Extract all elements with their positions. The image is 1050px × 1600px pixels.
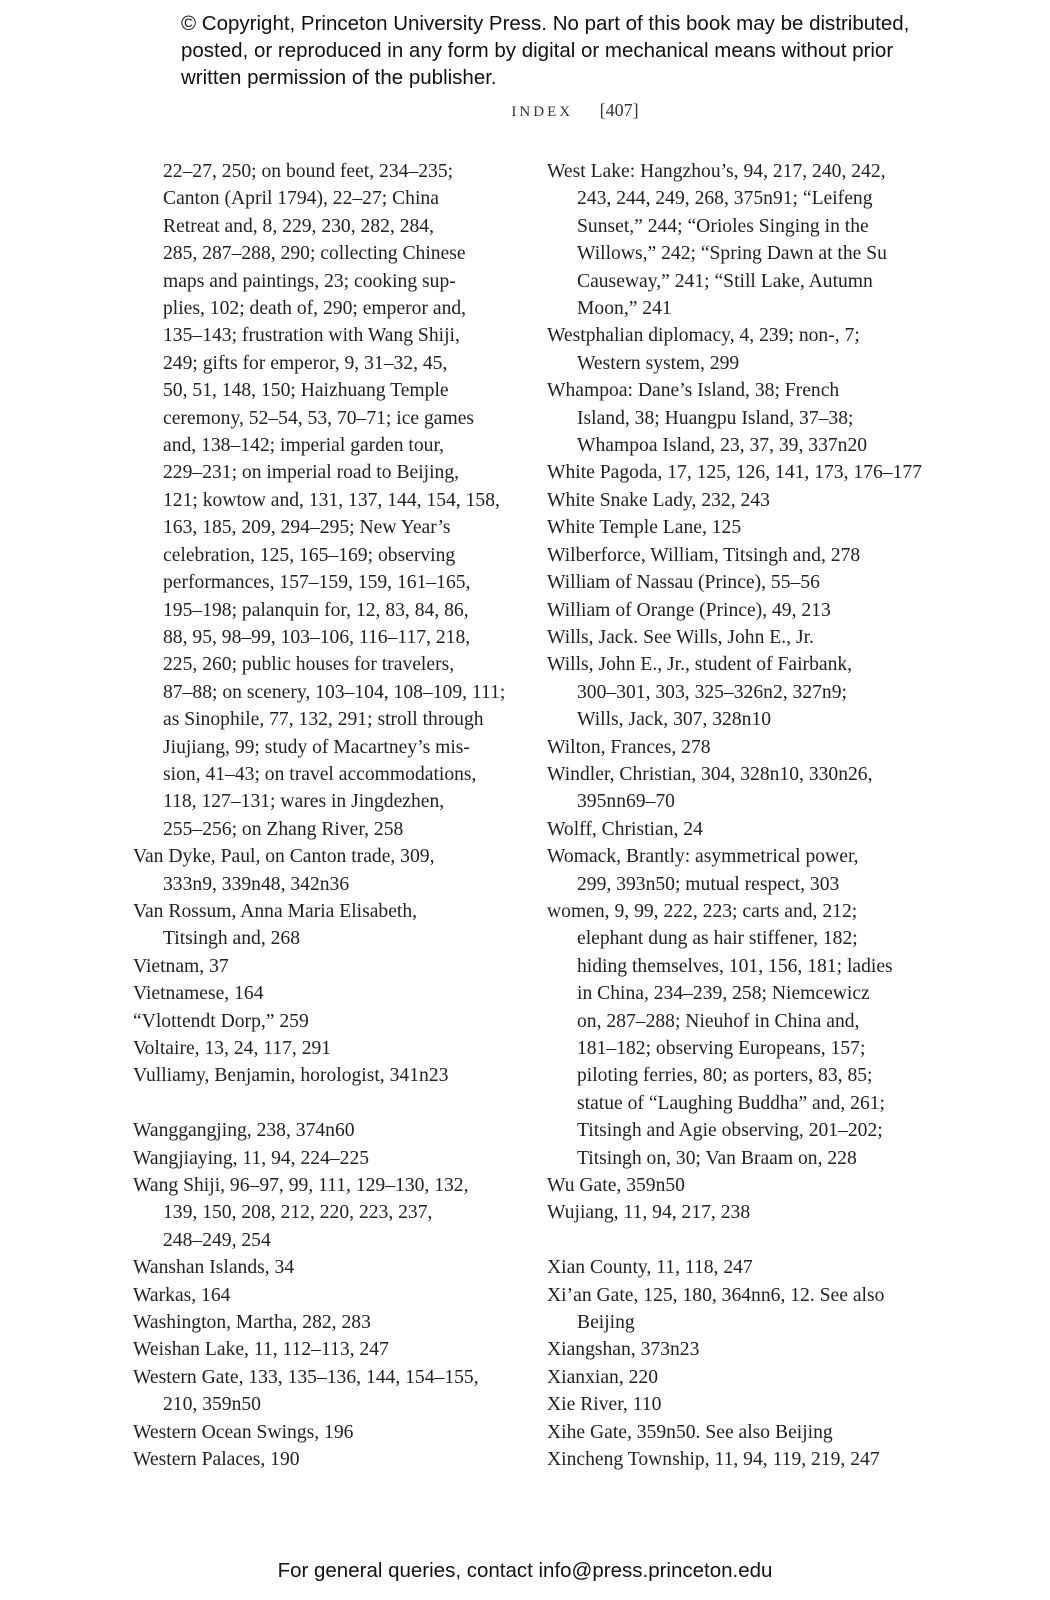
index-entry-van-rossum: Van Rossum, Anna Maria Elisabeth, Titsingh and, 268 <box>133 900 418 950</box>
index-entry-william-of-orange-prince: William of Orange (Prince), 49, 213 <box>547 599 831 621</box>
index-subentry-line: celebration, 125, 165–169; observing <box>163 544 456 566</box>
index-entry-western-ocean-swings: Western Ocean Swings, 196 <box>133 1421 354 1443</box>
index-entry-vlottendt-dorp: “Vlottendt Dorp,” 259 <box>133 1010 309 1032</box>
index-subentry-line: 195–198; palanquin for, 12, 83, 84, 86, <box>163 599 469 621</box>
index-entry-vulliamy: Vulliamy, Benjamin, horologist, 341n23 <box>133 1065 449 1087</box>
index-entry-westphalian-diplomacy: Westphalian diplomacy, 4, 239; non-, 7; Western system, 299 <box>547 325 860 374</box>
index-subentry-line: Canton (April 1794), 22–27; China <box>163 188 439 210</box>
index-subentry-line: ceremony, 52–54, 53, 70–71; ice games <box>163 407 475 429</box>
index-subentry-line: 255–256; on Zhang River, 258 <box>163 818 404 840</box>
index-entry-weishan-lake: Weishan Lake, 11, 112–113, 247 <box>133 1339 389 1361</box>
index-entry-windler: Windler, Christian, 304, 328n10, 330n26, 395nn69–70 <box>547 763 873 813</box>
index-subentry-line: 87–88; on scenery, 103–104, 108–109, 111; <box>163 681 506 703</box>
index-entry-western-palaces: Western Palaces, 190 <box>133 1449 300 1471</box>
index-entry-west-lake-hangzhou-s: West Lake: Hangzhou’s, 94, 217, 240, 242, 243, 244, 249, 268, 375n91; “Leifeng Sunset,” 244; “Orioles Singing in the Willows,” 242; “Spring Dawn at the Su Causeway,” 241; “Still Lake, Autumn Moon,” 241 <box>547 161 887 320</box>
index-entry-wills: Wills, Jack. See Wills, John E., Jr. <box>547 626 814 648</box>
index-subentry-line: maps and paintings, 23; cooking sup- <box>163 270 456 292</box>
index-entry-wujiang: Wujiang, 11, 94, 217, 238 <box>547 1202 751 1224</box>
index-entry-white-pagoda: White Pagoda, 17, 125, 126, 141, 173, 176–177 <box>547 462 922 484</box>
index-subentry-line: plies, 102; death of, 290; emperor and, <box>163 298 467 320</box>
index-subentry-line: 135–143; frustration with Wang Shiji, <box>163 325 460 347</box>
index-entry-whampoa-dane-s-island: Whampoa: Dane’s Island, 38; French Island, 38; Huangpu Island, 37–38; Whampoa Island, 23, 37, 39, 337n20 <box>547 380 868 457</box>
footer-contact: For general queries, contact info@press.princeton.edu <box>277 1559 773 1582</box>
index-entry-xian-county: Xian County, 11, 118, 247 <box>547 1257 753 1279</box>
index-column-right <box>547 158 927 1473</box>
index-entry-xiangshan: Xiangshan, 373n23 <box>547 1339 700 1361</box>
index-entry-wilton: Wilton, Frances, 278 <box>547 736 711 758</box>
index-subentry-line: performances, 157–159, 159, 161–165, <box>163 572 471 594</box>
index-entry-wanggangjing: Wanggangjing, 238, 374n60 <box>133 1120 355 1142</box>
index-subentry-line: 50, 51, 148, 150; Haizhuang Temple <box>163 380 449 402</box>
index-subentry-line: 163, 185, 209, 294–295; New Year’s <box>163 517 451 539</box>
index-entry-white-temple-lane: White Temple Lane, 125 <box>547 517 742 539</box>
index-subentry-line: and, 138–142; imperial garden tour, <box>163 435 445 457</box>
index-entry-women: women, 9, 99, 222, 223; carts and, 212; elephant dung as hair stiffener, 182; hiding themselves, 101, 156, 181; ladies in China, 234–239, 258; Niemcewicz on, 287–288; Nieuhof in China and, 181–182; observing Europeans, 157; piloting ferries, 80; as porters, 83, 85; statue of “Laughing Buddha” and, 261; Titsingh and Agie observing, 201–202; Titsingh on, 30; Van Braam on, 228 <box>547 900 893 1169</box>
letter-gap <box>547 1227 927 1254</box>
index-subentry-line: 121; kowtow and, 131, 137, 144, 154, 158, <box>163 489 500 511</box>
index-entry-warkas: Warkas, 164 <box>133 1284 231 1306</box>
index-entry-wolff: Wolff, Christian, 24 <box>547 818 703 840</box>
index-subentry-line: 225, 260; public houses for travelers, <box>163 654 455 676</box>
index-subentry-line: 118, 127–131; wares in Jingdezhen, <box>163 791 445 813</box>
index-entry-xianxian: Xianxian, 220 <box>547 1366 659 1388</box>
index-subentry-line: 22–27, 250; on bound feet, 234–235; <box>163 161 454 182</box>
index-subentry-line: 229–231; on imperial road to Beijing, <box>163 462 460 484</box>
index-entry-wilberforce: Wilberforce, William, Titsingh and, 278 <box>547 544 861 566</box>
index-entry-washington: Washington, Martha, 282, 283 <box>133 1312 371 1334</box>
index-entry-womack: Womack, Brantly: asymmetrical power, 299, 393n50; mutual respect, 303 <box>547 846 859 895</box>
index-entry-xihe-gate: Xihe Gate, 359n50. See also Beijing <box>547 1421 833 1443</box>
index-entry-xie-river: Xie River, 110 <box>547 1394 662 1416</box>
index-entry-wills: Wills, John E., Jr., student of Fairbank, 300–301, 303, 325–326n2, 327n9; Wills, Jack, 307, 328n10 <box>547 654 853 731</box>
index-entry-wu-gate: Wu Gate, 359n50 <box>547 1175 685 1197</box>
index-entry-van-dyke: Van Dyke, Paul, on Canton trade, 309, 333n9, 339n48, 342n36 <box>133 846 435 895</box>
letter-gap <box>133 1090 511 1117</box>
index-entry-wangjiaying: Wangjiaying, 11, 94, 224–225 <box>133 1147 370 1169</box>
copyright-notice: © Copyright, Princeton University Press. No part of this book may be distributed, posted, or reproduced in any form by digital or mechanical means without prior written permission of the publisher. <box>181 12 910 89</box>
section-title: INDEX <box>511 104 574 120</box>
index-subentry-line: 249; gifts for emperor, 9, 31–32, 45, <box>163 352 448 374</box>
index-entry-western-gate: Western Gate, 133, 135–136, 144, 154–155, 210, 359n50 <box>133 1366 479 1416</box>
index-subentry-line: 285, 287–288, 290; collecting Chinese <box>163 243 466 265</box>
index-subentry-line: sion, 41–43; on travel accommodations, <box>163 763 477 785</box>
index-entry-wang-shiji: Wang Shiji, 96–97, 99, 111, 129–130, 132, 139, 150, 208, 212, 220, 223, 237, 248–249, 254 <box>133 1175 469 1251</box>
index-subentry-line: as Sinophile, 77, 132, 291; stroll through <box>163 709 484 731</box>
index-entry-vietnam: Vietnam, 37 <box>133 955 229 977</box>
index-entry-xi-an-gate: Xi’an Gate, 125, 180, 364nn6, 12. See also Beijing <box>547 1284 885 1334</box>
index-entry-wanshan-islands: Wanshan Islands, 34 <box>133 1257 295 1279</box>
index-subentry-line: Jiujiang, 99; study of Macartney’s mis- <box>163 736 470 758</box>
index-column-left <box>133 158 511 1473</box>
page-number: [407] <box>599 100 639 120</box>
index-entry-voltaire: Voltaire, 13, 24, 117, 291 <box>133 1038 332 1059</box>
index-entry-white-snake-lady: White Snake Lady, 232, 243 <box>547 489 770 511</box>
index-entry-vietnamese: Vietnamese, 164 <box>133 983 264 1005</box>
running-head <box>0 100 1050 121</box>
index-entry-xincheng-township: Xincheng Township, 11, 94, 119, 219, 247 <box>547 1449 880 1471</box>
index-subentry-line: Retreat and, 8, 229, 230, 282, 284, <box>163 215 435 237</box>
index-subentry-line: 88, 95, 98–99, 103–106, 116–117, 218, <box>163 626 471 648</box>
index-entry-william-of-nassau-prince: William of Nassau (Prince), 55–56 <box>547 572 820 594</box>
